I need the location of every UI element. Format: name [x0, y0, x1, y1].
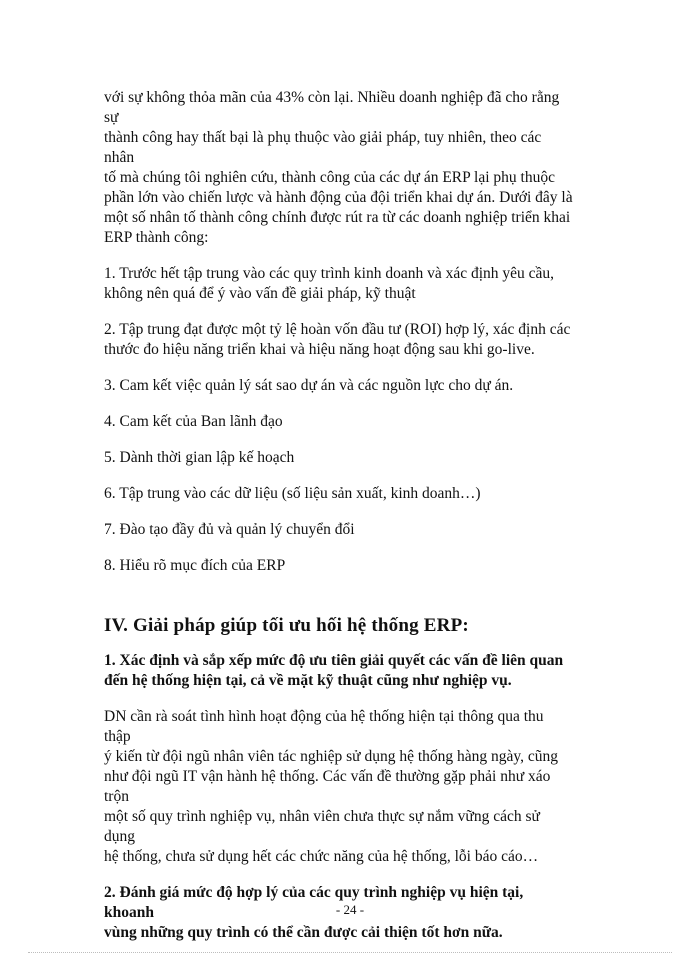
- factor-item-2: [104, 320, 574, 360]
- text-line: một số nhân tố thành công chính được rút ra từ các doanh nghiệp triển khai: [104, 209, 571, 226]
- text-line: ERP thành công:: [104, 229, 209, 246]
- page-bottom-divider: [28, 952, 672, 953]
- subheading-1: [104, 651, 574, 691]
- text-line: với sự không thỏa mãn của 43% còn lại. Nhiều doanh nghiệp đã cho rằng sự: [104, 89, 560, 126]
- section-heading: IV. Giải pháp giúp tối ưu hối hệ thống ERP:: [104, 615, 469, 636]
- text-line: tố mà chúng tôi nghiên cứu, thành công của các dự án ERP lại phụ thuộc: [104, 169, 555, 186]
- text-line: 1. Xác định và sắp xếp mức độ ưu tiên giải quyết các vấn đề liên quan: [104, 652, 564, 669]
- text-line: 6. Tập trung vào các dữ liệu (số liệu sản xuất, kinh doanh…): [104, 485, 481, 502]
- factor-item-7: [104, 520, 574, 540]
- text-line: 1. Trước hết tập trung vào các quy trình kinh doanh và xác định yêu cầu,: [104, 265, 555, 282]
- text-line: 8. Hiểu rõ mục đích của ERP: [104, 557, 286, 574]
- text-line: đến hệ thống hiện tại, cả về mặt kỹ thuật cũng như nghiệp vụ.: [104, 672, 512, 689]
- page-number: - 24 -: [335, 902, 365, 917]
- text-line: không nên quá để ý vào vấn đề giải pháp, kỹ thuật: [104, 285, 416, 302]
- factor-item-8: [104, 556, 574, 576]
- text-line: DN cần rà soát tình hình hoạt động của hệ thống hiện tại thông qua thu thập: [104, 708, 544, 745]
- factor-item-5: [104, 448, 574, 468]
- factor-item-6: [104, 484, 574, 504]
- text-line: 2. Đánh giá mức độ hợp lý của các quy trình nghiệp vụ hiện tại, khoanh: [104, 884, 524, 921]
- factor-item-3: [104, 376, 574, 396]
- text-line: 5. Dành thời gian lập kế hoạch: [104, 449, 295, 466]
- text-line: như đội ngũ IT vận hành hệ thống. Các vấn đề thường gặp phải như xáo trộn: [104, 768, 551, 805]
- text-line: thước đo hiệu năng triển khai và hiệu năng hoạt động sau khi go-live.: [104, 341, 535, 358]
- body-paragraph: [104, 707, 574, 867]
- text-line: 3. Cam kết việc quản lý sát sao dự án và các nguồn lực cho dự án.: [104, 377, 514, 394]
- text-line: một số quy trình nghiệp vụ, nhân viên chưa thực sự nắm vững cách sử dụng: [104, 808, 540, 845]
- page-content: [104, 88, 574, 943]
- text-line: thành công hay thất bại là phụ thuộc vào giải pháp, tuy nhiên, theo các nhân: [104, 129, 542, 166]
- factor-item-1: [104, 264, 574, 304]
- intro-paragraph: [104, 88, 574, 248]
- text-line: ý kiến từ đội ngũ nhân viên tác nghiệp sử dụng hệ thống hàng ngày, cũng: [104, 748, 559, 765]
- factor-item-4: [104, 412, 574, 432]
- text-line: hệ thống, chưa sử dụng hết các chức năng của hệ thống, lỗi báo cáo…: [104, 848, 539, 865]
- text-line: vùng những quy trình có thể cần được cải thiện tốt hơn nữa.: [104, 924, 503, 941]
- text-line: 7. Đào tạo đầy đủ và quản lý chuyển đổi: [104, 521, 355, 538]
- text-line: 2. Tập trung đạt được một tỷ lệ hoàn vốn đầu tư (ROI) hợp lý, xác định các: [104, 321, 571, 338]
- text-line: phần lớn vào chiến lược và hành động của đội triển khai dự án. Dưới đây là: [104, 189, 573, 206]
- text-line: 4. Cam kết của Ban lãnh đạo: [104, 413, 283, 430]
